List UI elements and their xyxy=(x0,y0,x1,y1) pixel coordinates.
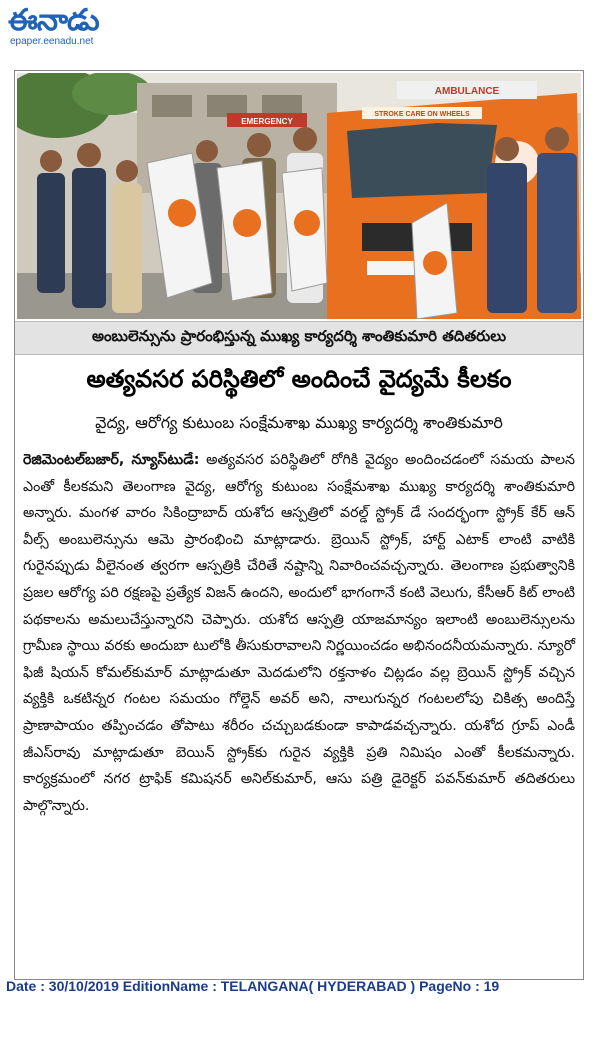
article-subheadline: వైద్య, ఆరోగ్య కుటుంబ సంక్షేమశాఖ ముఖ్య కార్యదర్శి శాంతికుమారి xyxy=(95,412,503,432)
masthead xyxy=(8,4,208,60)
article-dateline: రెజిమెంటల్‌బజార్‌, న్యూస్‌టుడే: xyxy=(23,452,200,468)
eenadu-logo[interactable]: ఈనాడు xyxy=(8,3,99,38)
photo-caption: అంబులెన్సును ప్రారంభిస్తున్న ముఖ్య కార్యదర్శి శాంతికుమారి తదితరులు xyxy=(15,321,583,355)
edition-footer: Date : 30/10/2019 EditionName : TELANGANA( HYDERABAD ) PageNo : 19 xyxy=(6,978,500,994)
vehicle-banner: STROKE CARE ON WHEELS xyxy=(374,111,470,118)
article-headline: అత్యవసర పరిస్థితిలో అందించే వైద్యమే కీలకం xyxy=(86,365,512,393)
ambulance-sign: AMBULANCE xyxy=(434,86,500,97)
news-photo xyxy=(17,73,581,319)
emergency-sign: EMERGENCY xyxy=(241,117,293,126)
ambulance-launch-photo xyxy=(17,73,581,319)
article-body-text: అత్యవసర పరిస్థితిలో రోగికి వైద్యం అందించడంలో సమయ పాలన ఎంతో కీలకమని తెలంగాణ వైద్య, ఆరోగ్య కుటుంబ సంక్షేమశాఖ ముఖ్య కార్యదర్శి శాంతికుమారి అన్నారు. మంగళ వారం సికింద్రాబాద్‌ యశోద ఆస్పత్రిలో వరల్డ్‌ స్ట్రోక్‌ డే సందర్భంగా స్ట్రోక్‌ కేర్‌ ఆన్‌ వీల్స్‌ అంబులెన్సును ఆమె ప్రారంభించి మాట్లాడారు. బ్రెయిన్‌ స్ట్రోక్‌, హార్ట్‌ ఎటాక్‌ లాంటి వాటికి గురైనప్పుడు వీలైనంత త్వరగా ఆస్పత్రికి చేరితే నష్టాన్ని నివారించవచ్చన్నారు. తెలంగాణ ప్రభుత్వానికి ప్రజల ఆరోగ్య పరి రక్షణపై ప్రత్యేక విజన్‌ ఉందని, అందులో భాగంగానే కంటి వెలుగు, కేసీఆర్‌ కిట్‌ లాంటి పథకాలను అమలుచేస్తున్నారని చెప్పారు. యశోద ఆస్పత్రి యాజమాన్యం ఇలాంటి అంబులెన్సులను గ్రామీణ స్థాయి వరకు అందుబా టులోకి తీసుకురావాలని నిర్ణయించడం అభినందనీయమన్నారు. న్యూరో ఫిజీ షియన్‌ కోమల్‌కుమార్‌ మాట్లాడుతూ మెదడులోని రక్తనాళం చిట్లడం వల్ల బ్రెయిన్‌ స్ట్రోక్‌ వచ్చిన వ్యక్తికి ఒకటిన్నర గంటల సమయం గోల్డెన్‌ అవర్‌ అని, నాలుగున్నర గంటలలోపు చికిత్స అందిస్తే ప్రాణాపాయం తప్పించడం తోపాటు శరీరం చచ్చుబడకుండా కాపాడవచ్చన్నారు. యశోద గ్రూప్‌ ఎండీ జీఎస్‌రావు మాట్లాడుతూ బెయిన్‌ స్ట్రోక్‌కు గురైన వ్యక్తికి ప్రతి నిమిషం ఎంతో కీలకమన్నారు. కార్యక్రమంలో నగర ట్రాఫిక్‌ కమిషనర్‌ అనిల్‌కుమార్‌, ఆసు పత్రి డైరెక్టర్‌ పవన్‌కుమార్‌ తదితరులు పాల్గొన్నారు. xyxy=(23,452,575,814)
news-clipping xyxy=(14,70,584,980)
epaper-url[interactable]: epaper.eenadu.net xyxy=(10,36,94,47)
article-body xyxy=(23,447,575,819)
